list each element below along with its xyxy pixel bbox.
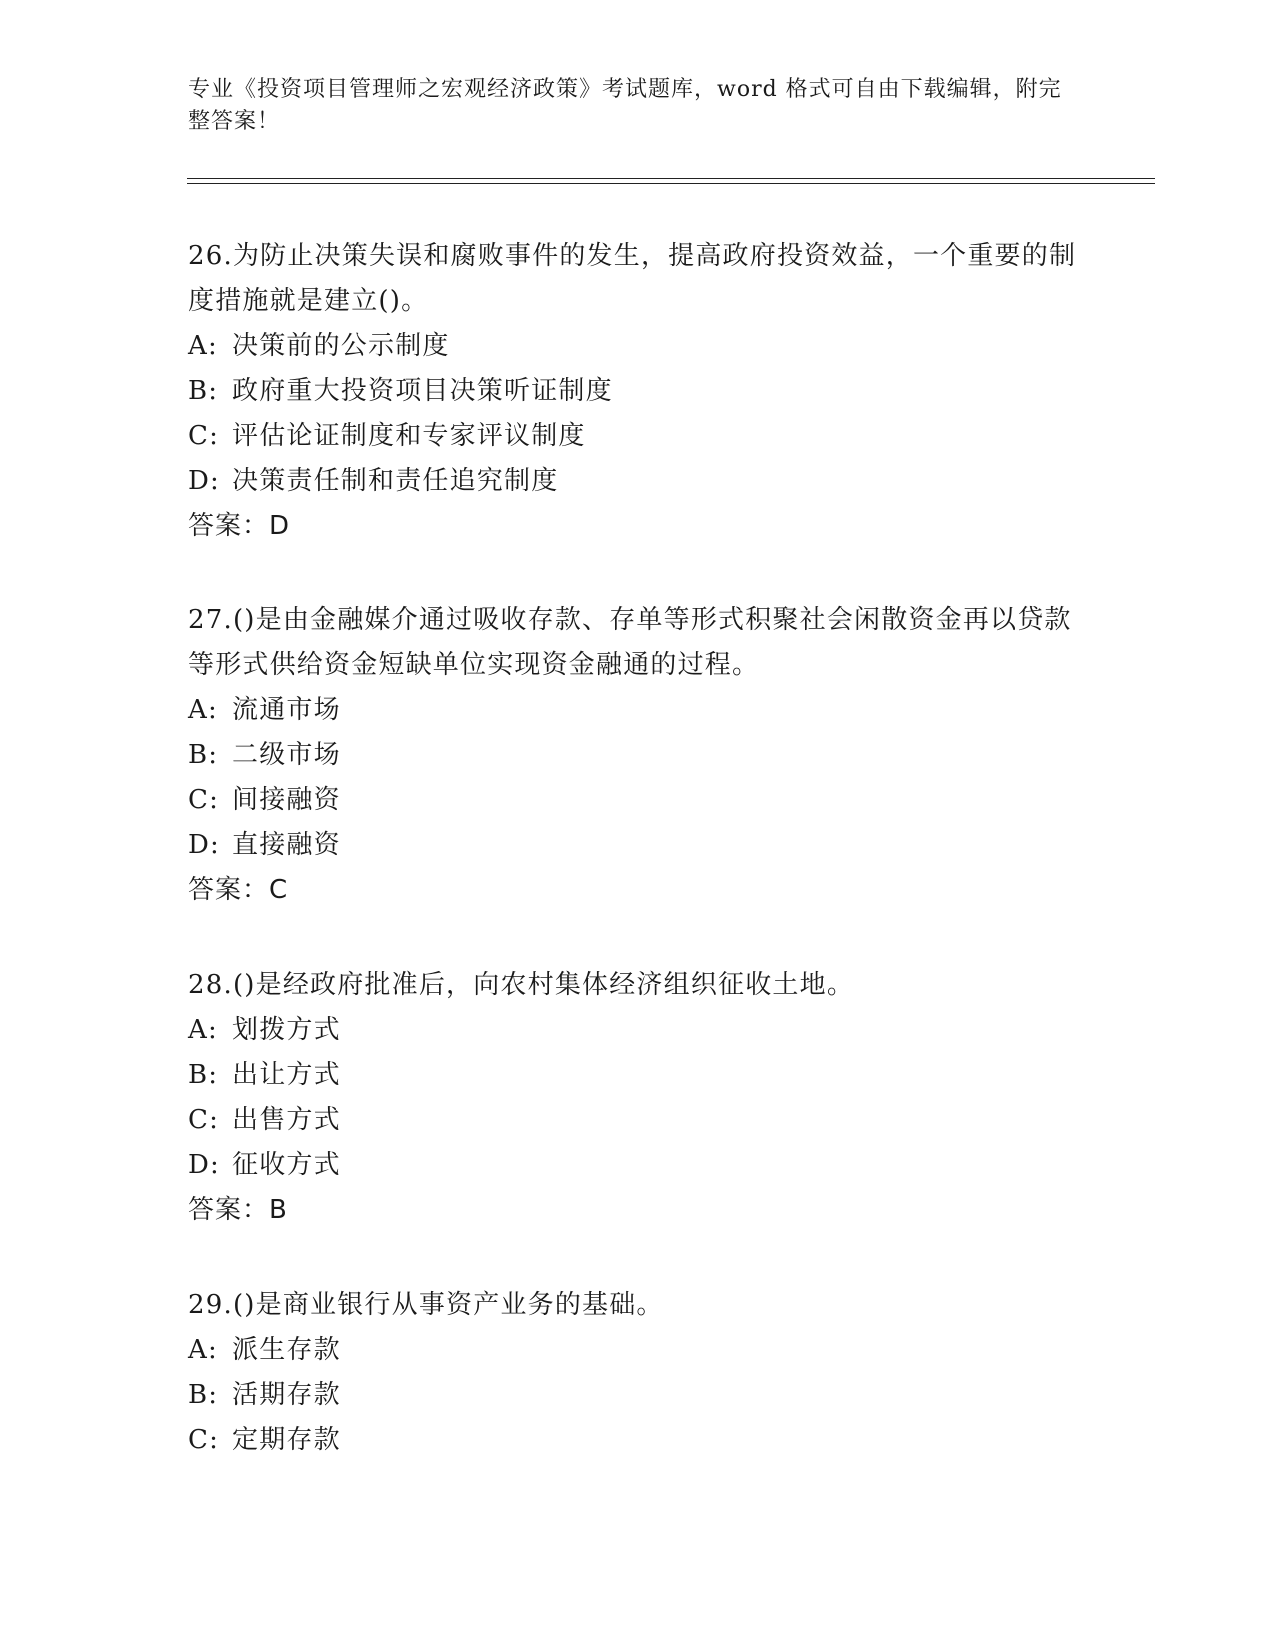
option-c (188, 414, 1088, 459)
option-letter: A: (188, 331, 218, 361)
option-text: 出售方式 (232, 1105, 341, 1135)
option-b (188, 1053, 1088, 1098)
header-divider-bottom (187, 183, 1155, 184)
question-stem: 27.()是由金融媒介通过吸收存款、存单等形式积聚社会闲散资金再以贷款等形式供给资金短缺单位实现资金融通的过程。 (188, 605, 1072, 680)
option-letter: B: (188, 1380, 219, 1410)
option-text: 间接融资 (232, 785, 341, 815)
option-text: 决策前的公示制度 (232, 331, 450, 361)
option-d (188, 823, 1088, 868)
answer-line: 答案：D (188, 511, 291, 541)
option-c (188, 778, 1088, 823)
option-c (188, 1418, 1088, 1463)
option-letter: A: (188, 1335, 218, 1365)
option-letter: C: (188, 785, 220, 815)
option-a (188, 1008, 1088, 1053)
option-letter: B: (188, 376, 219, 406)
question-stem: 28.()是经政府批准后，向农村集体经济组织征收土地。 (188, 970, 855, 1000)
option-text: 评估论证制度和专家评议制度 (232, 421, 586, 451)
option-text: 划拨方式 (232, 1015, 341, 1045)
answer-line: 答案：B (188, 1195, 288, 1225)
option-text: 定期存款 (232, 1425, 341, 1455)
question-27 (188, 598, 1088, 913)
option-d (188, 1143, 1088, 1188)
option-d (188, 459, 1088, 504)
option-b (188, 733, 1088, 778)
option-text: 决策责任制和责任追究制度 (232, 466, 559, 496)
answer-line: 答案：C (188, 875, 289, 905)
header-intro: 专业《投资项目管理师之宏观经济政策》考试题库，word 格式可自由下载编辑，附完整答案！ (188, 77, 1062, 134)
option-a (188, 324, 1088, 369)
option-letter: B: (188, 1060, 219, 1090)
option-text: 政府重大投资项目决策听证制度 (232, 376, 613, 406)
option-text: 征收方式 (232, 1150, 341, 1180)
option-text: 派生存款 (232, 1335, 341, 1365)
option-letter: D: (188, 466, 221, 496)
question-26 (188, 234, 1088, 549)
option-c (188, 1098, 1088, 1143)
option-text: 二级市场 (232, 740, 341, 770)
option-letter: C: (188, 421, 220, 451)
option-b (188, 369, 1088, 414)
option-letter: D: (188, 1150, 221, 1180)
option-text: 活期存款 (232, 1380, 341, 1410)
option-b (188, 1373, 1088, 1418)
question-29 (188, 1283, 1088, 1463)
question-28 (188, 963, 1088, 1233)
option-text: 流通市场 (232, 695, 341, 725)
option-text: 直接融资 (232, 830, 341, 860)
question-stem: 29.()是商业银行从事资产业务的基础。 (188, 1290, 664, 1320)
option-letter: C: (188, 1105, 220, 1135)
option-text: 出让方式 (232, 1060, 341, 1090)
option-letter: A: (188, 1015, 218, 1045)
option-a (188, 688, 1088, 733)
option-letter: B: (188, 740, 219, 770)
option-letter: D: (188, 830, 221, 860)
header-divider-top (187, 178, 1155, 179)
question-stem: 26.为防止决策失误和腐败事件的发生，提高政府投资效益，一个重要的制度措施就是建立()。 (188, 241, 1077, 316)
option-letter: A: (188, 695, 218, 725)
option-a (188, 1328, 1088, 1373)
option-letter: C: (188, 1425, 220, 1455)
